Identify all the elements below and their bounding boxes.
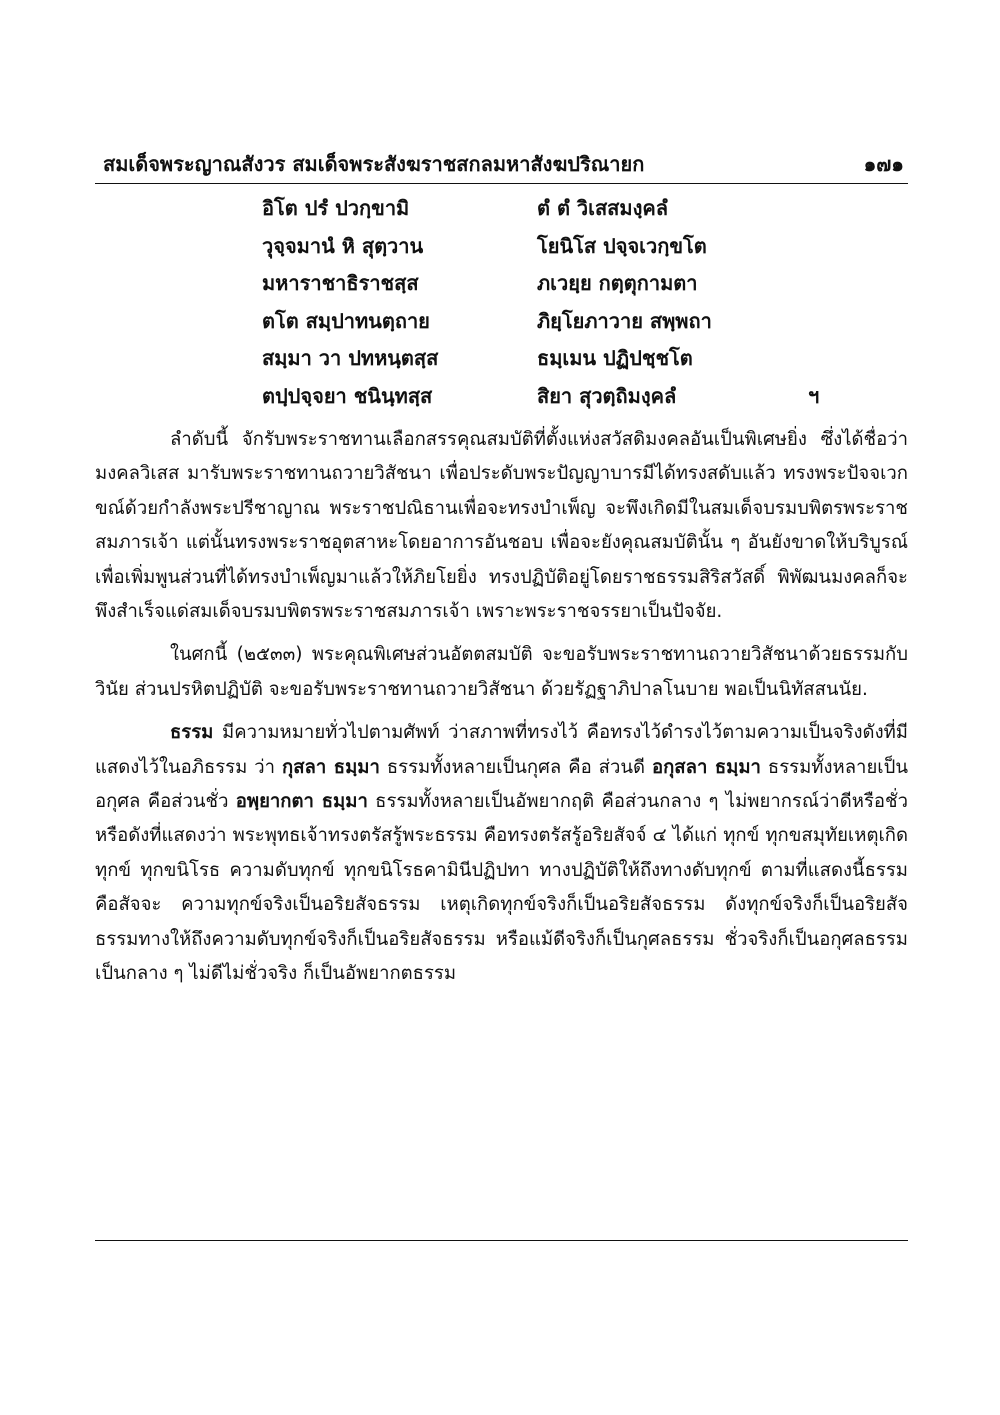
paragraph-text: ธรรมทั้งหลายเป็นอัพยากฤติ คือส่วนกลาง ๆ ไม่พยากรณ์ว่าดีหรือชั่ว หรือดังที่แสดงว่า พระพุทธเจ้าทรงตรัสรู้พระธรรม คือทรงตรัสรู้อริยสัจจ์ ๔ ได้แก่ ทุกข์ ทุกขสมุทัยเหตุเกิด ทุกข์ ทุกขนิโรธ ความดับทุกข์ ทุกขนิโรธคามินีปฏิปทา ทางปฏิบัติให้ถึงทางดับทุกข์ ตามที่แสดงนี้ธรรม คือสัจจะ ความทุกข์จริงเป็นอริยสัจธรรม เหตุเกิดทุกข์จริงก็เป็นอริยสัจธรรม ดังทุกข์จริงก็เป็นอริยสัจธรรมทางให้ถึงความดับทุกข์จริงก็เป็นอริยสัจธรรม หรือแม้ดีจริงก็เป็นกุศลธรรม ชั่วจริงก็เป็นอกุศลธรรม เป็นกลาง ๆ ไม่ดีไม่ชั่วจริง ก็เป็นอัพยากตธรรม — [95, 791, 908, 985]
term-akusala: อกุสลา ธมฺมา — [652, 756, 761, 778]
body-text — [95, 423, 908, 1001]
header-title: สมเด็จพระญาณสังวร สมเด็จพระสังฆราชสกลมหาสังฆปริณายก — [103, 152, 645, 176]
verse-line — [0, 378, 1000, 416]
verse-line-first-half: ตปฺปจฺจยา ชนินฺทสฺส — [262, 383, 433, 408]
verse-line-first-half: สมฺมา วา ปทหนฺตสฺส — [262, 346, 439, 370]
term-kusala: กุสลา ธมฺมา — [282, 756, 380, 778]
page-number: ๑๗๑ — [863, 152, 904, 176]
verse-line-first-half: วุจฺจมานํ หิ สุตฺวาน — [262, 233, 424, 258]
paragraph-text: ธรรมทั้งหลายเป็นอกุศล คือส่วนชั่ว — [95, 756, 908, 813]
page-header — [95, 144, 908, 184]
verse-line — [0, 303, 1000, 341]
verse-line-first-half: อิโต ปรํ ปวกฺขามิ — [262, 196, 410, 220]
verse-line-first-half: ตโต สมฺปาทนตฺถาย — [262, 308, 430, 333]
verse-line — [0, 228, 1000, 266]
paragraph-intro: ลำดับนี้ จักรับพระราชทานเลือกสรรคุณสมบัติที่ตั้งแห่งสวัสดิมงคลอันเป็นพิเศษยิ่ง ซึ่งได้ชื่อว่ามงคลวิเสส มารับพระราชทานถวายวิสัชนา เพื่อประดับพระปัญญาบารมีได้ทรงสดับแล้ว ทรงพระปัจจเวกขณ์ด้วยกำลังพระปรีชาญาณ พระราชปณิธานเพื่อจะทรงบำเพ็ญ จะพึงเกิดมีในสมเด็จบรมบพิตรพระราชสมภารเจ้า แต่นั้นทรงพระราชอุตสาหะโดยอาการอันชอบ เพื่อจะยังคุณสมบัตินั้น ๆ อันยังขาดให้บริบูรณ์ เพื่อเพิ่มพูนส่วนที่ได้ทรงบำเพ็ญมาแล้วให้ภิยโยยิ่ง ทรงปฏิบัติอยู่โดยราชธรรมสิริสวัสดิ์ พิพัฒนมงคลก็จะพึงสำเร็จแด่สมเด็จบรมบพิตรพระราชสมภารเจ้า เพราะพระราชจรรยาเป็นปัจจัย. — [95, 429, 908, 623]
verse-line-second-half: ภเวยฺย กตฺตุกามตา — [537, 271, 698, 295]
verse-line-second-half: สิยา สุวตฺถิมงฺคลํ — [537, 383, 677, 408]
verse-line-second-half: ตํ ตํ วิเสสมงฺคลํ — [537, 196, 668, 220]
verse-end-mark: ฯ — [808, 383, 820, 408]
verse-line-second-half: ธมฺเมน ปฏิปชฺชโต — [537, 346, 693, 370]
verse-line-second-half: ภิยฺโยภาวาย สพฺพถา — [537, 308, 712, 333]
footer-divider — [95, 1240, 908, 1241]
verse-line — [0, 190, 1000, 228]
paragraph-text: มีความหมายทั่วไปตามศัพท์ ว่าสภาพที่ทรงไว้ คือทรงไว้ดำรงไว้ตามความเป็นจริงดังที่มีแสดงไว้ในอภิธรรม ว่า — [95, 722, 908, 778]
term-dhamma: ธรรม — [170, 722, 214, 744]
verse-line-second-half: โยนิโส ปจฺจเวกฺขโต — [537, 233, 707, 258]
paragraph-year: ในศกนี้ (๒๕๓๓) พระคุณพิเศษส่วนอัตตสมบัติ จะขอรับพระราชทานถวายวิสัชนาด้วยธรรมกับวินัย ส่วนปรหิตปฏิบัติ จะขอรับพระราชทานถวายวิสัชนา ด้วยรัฏฐาภิปาลโนบาย พอเป็นนิทัสสนนัย. — [95, 644, 908, 700]
verse-line — [0, 265, 1000, 303]
paragraph-dhamma — [95, 716, 908, 991]
term-abyakata: อพฺยากตา ธมฺมา — [235, 791, 368, 813]
paragraph-text: ธรรมทั้งหลายเป็นกุศล คือ ส่วนดี — [379, 756, 652, 778]
verse-line — [0, 340, 1000, 378]
verse-line-first-half: มหาราชาธิราชสฺส — [262, 271, 419, 295]
pali-verse — [0, 190, 1000, 415]
